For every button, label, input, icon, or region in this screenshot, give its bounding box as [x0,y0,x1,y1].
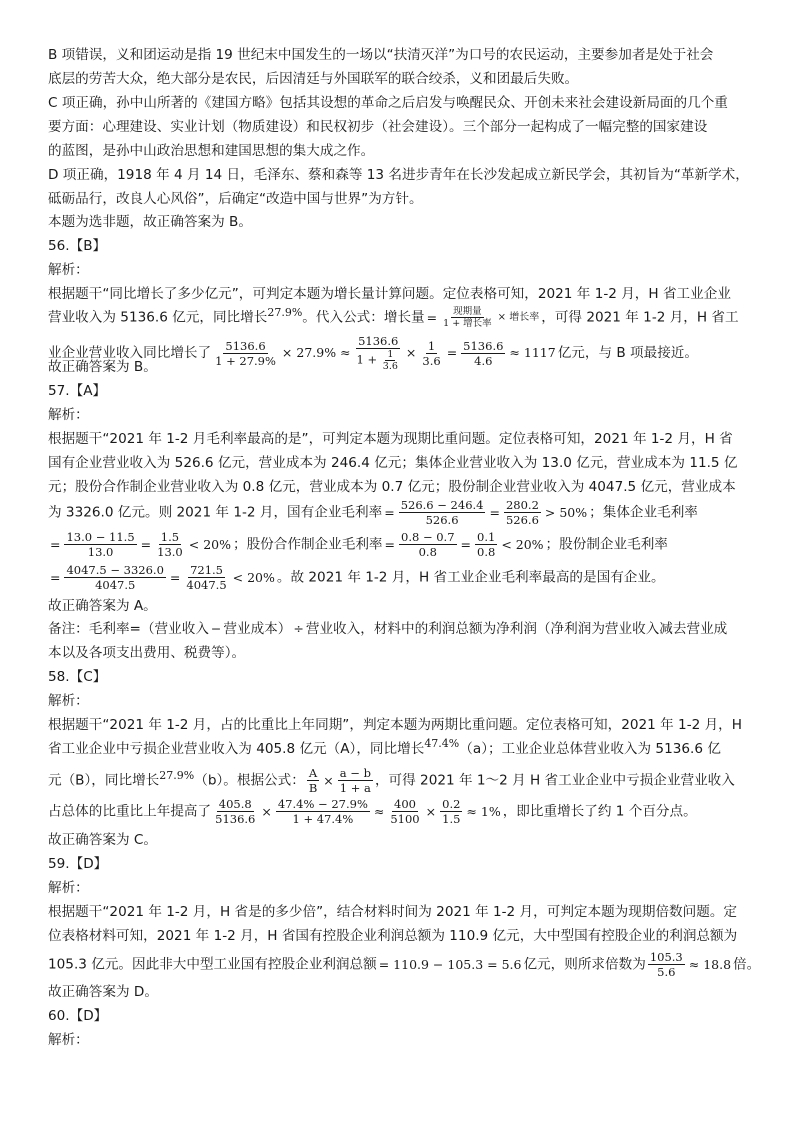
text-line-with-formula: 省工业企业中亏损企业营业收入为 405.8 亿元（A），同比增长$^{47.4\%}$（a）；工业企业总体营业收入为 5136.6 亿 [48,737,721,757]
text-line-with-formula: 105.3 亿元。因此非大中型工业国有控股企业利润总额 = 110.9 − 105.3 = 5.6 亿元，则所求倍数为 $\frac{105.3}{5.6}$ ≈ 18.8 倍。 [48,950,761,979]
math-fraction: $\frac{A}{B}$ [308,766,318,795]
text-line: 的蓝图，是孙中山政治思想和建国思想的集大成之作。 [48,143,375,159]
question-number: 59.【D】 [48,856,108,872]
math-fraction: $\frac{405.8}{5136.6}$ [215,797,256,826]
note-line: 备注：毛利率=（营业收入 − 营业成本） ÷ 营业收入，材料中的利润总额为净利润（净利润为营业收入减去营业成 [48,621,728,637]
text-line-with-formula: 占总体的比重比上年提高了 $\frac{405.8}{5136.6}$ × $\frac{47.4\% - 27.9\%}{1 + 47.4\%}$ ≈ $\frac{400}{5100}$ × $\frac{0.2}{1.5}$ ≈ 1% ，即比重增长了约 1 个百分点。 [48,797,697,826]
math-fraction: $\frac{1.5}{13.0}$ [157,530,183,559]
question-number: 57.【A】 [48,383,107,399]
text-line-with-formula: = $\frac{4047.5 - 3326.0}{4047.5}$ = $\frac{721.5}{4047.5}$ < 20% 。故 2021 年 1-2 月，H 省工业企业毛利率最高的是国有企业。 [50,563,665,592]
note-line: 本以及各项支出费用、税费等）。 [48,645,246,661]
analysis-label: 解析： [48,693,89,709]
math-fraction: $\frac{a - b}{1 + a}$ [339,766,371,795]
math-fraction: $\frac{5136.6}{1 + 27.9\%}$ [215,338,276,368]
math-fraction: $\frac{4047.5 - 3326.0}{4047.5}$ [66,563,164,592]
text-line: 元；股份合作制企业营业收入为 0.8 亿元，营业成本为 0.7 亿元；股份制企业营业收入为 4047.5 亿元，营业成本 [48,479,736,495]
math-fraction: $\frac{0.2}{1.5}$ [442,797,461,826]
math-fraction: $\frac{1}{3.6}$ [422,338,441,368]
text-line: 底层的劳苦大众，绝大部分是农民，后因清廷与外国联军的联合绞杀，义和团最后失败。 [48,71,579,87]
text-line: 要方面：心理建设、实业计划（物质建设）和民权初步（社会建设）。三个部分一起构成了一幅完整的国家建设 [48,119,708,135]
question-number: 58.【C】 [48,669,107,685]
text-line: 本题为选非题，故正确答案为 B。 [48,214,252,230]
text-line-with-formula: 为 3326.0 亿元。则 2021 年 1-2 月，国有企业毛利率 = $\frac{526.6 - 246.4}{526.6}$ = $\frac{280.2}{526.6}$ > 50% ；集体企业毛利率 [48,498,698,527]
math-fraction: $\frac{400}{5100}$ [390,797,420,826]
text-line: 根据题干“2021 年 1-2 月毛利率最高的是”，可判定本题为现期比重问题。定位表格可知，2021 年 1-2 月，H 省 [48,431,733,447]
math-fraction: $\frac{5136.6}{4.6}$ [463,338,504,368]
question-number: 56.【B】 [48,238,107,254]
text-line: D 项正确，1918 年 4 月 14 日，毛泽东、蔡和森等 13 名进步青年在长沙发起成立新民学会，其初旨为“革新学术， [48,167,749,183]
math-fraction: $\frac{0.8 - 0.7}{0.8}$ [401,530,455,559]
math-fraction: $\frac{721.5}{4047.5}$ [186,563,227,592]
analysis-label: 解析： [48,262,89,278]
text-line-with-formula: 元（B），同比增长$^{27.9\%}$（b）。根据公式： $\frac{A}{B}$ × $\frac{a - b}{1 + a}$ ，可得 2021 年 1～2 月 H 省工业企业中亏损企业营业收入 [48,766,735,795]
math-fraction: $\frac{280.2}{526.6}$ [505,498,539,527]
math-fraction: $\frac{0.1}{0.8}$ [477,530,496,559]
text-line: 根据题干“2021 年 1-2 月，H 省是的多少倍”，结合材料时间为 2021 年 1-2 月，可判定本题为现期倍数问题。定 [48,904,738,920]
analysis-label: 解析： [48,407,89,423]
text-line: 根据题干“同比增长了多少亿元”，可判定本题为增长量计算问题。定位表格可知，2021 年 1-2 月，H 省工业企业 [48,286,731,302]
text-line: 故正确答案为 C。 [48,832,157,848]
math-fraction: $\frac{47.4\% - 27.9\%}{1 + 47.4\%}$ [277,797,368,826]
text-line: 故正确答案为 B。 [48,359,157,375]
text-line-with-formula: = $\frac{13.0 - 11.5}{13.0}$ = $\frac{1.5}{13.0}$ < 20% ；股份合作制企业毛利率 = $\frac{0.8 - 0.7}{0.8}$ = $\frac{0.1}{0.8}$ < 20% ；股份制企业毛利率 [50,530,668,559]
analysis-label: 解析： [48,1032,89,1048]
math-fraction: 现期量 1 + 增长率 [443,306,492,329]
text-line: 砥砺品行，改良人心风俗”，后确定“改造中国与世界”为方针。 [48,191,423,207]
text-line: 故正确答案为 D。 [48,984,158,1000]
text-line: 位表格材料可知，2021 年 1-2 月，H 省国有控股企业利润总额为 110.9 亿元，大中型国有控股企业的利润总额为 [48,928,738,944]
text-line: 故正确答案为 A。 [48,598,157,614]
math-fraction: $\frac{13.0 - 11.5}{13.0}$ [66,530,135,559]
text-line: C 项正确，孙中山所著的《建国方略》包括其设想的革命之后启发与唤醒民众、开创未来社会建设新局面的几个重 [48,95,728,111]
question-number: 60.【D】 [48,1008,108,1024]
text-line-with-formula: 业企业营业收入同比增长了 $\frac{5136.6}{1 + 27.9\%}$ × 27.9% ≈ 5136.6 1 + $\frac{1}{3.6}$ × $\frac{1}{3.6}$ = $\frac{5136.6}{4.6}$ ≈ 1117 亿元，与 B 项最接近。 [48,334,698,372]
math-percent: 27.9% [267,305,303,319]
math-fraction: $\frac{105.3}{5.6}$ [649,950,683,979]
math-fraction: $\frac{526.6 - 246.4}{526.6}$ [400,498,484,527]
text-line-with-formula: 营业收入为 5136.6 亿元，同比增长$^{27.9\%}$。代入公式：增长量 = 现期量 1 + 增长率 × 增长率 ，可得 2021 年 1-2 月，H 省工 [48,305,739,329]
math-percent: 27.9% [159,768,195,782]
text-line: B 项错误，义和团运动是指 19 世纪末中国发生的一场以“扶清灭洋”为口号的农民运动，主要参加者是处于社会 [48,47,714,63]
math-fraction: 5136.6 1 + $\frac{1}{3.6}$ [356,334,399,372]
math-percent: 47.4% [424,737,460,750]
analysis-label: 解析： [48,880,89,896]
text-line: 国有企业营业收入为 526.6 亿元，营业成本为 246.4 亿元；集体企业营业收入为 13.0 亿元，营业成本为 11.5 亿 [48,455,738,471]
text-line: 根据题干“2021 年 1-2 月，占的比重比上年同期”，判定本题为两期比重问题。定位表格可知，2021 年 1-2 月，H [48,717,742,733]
